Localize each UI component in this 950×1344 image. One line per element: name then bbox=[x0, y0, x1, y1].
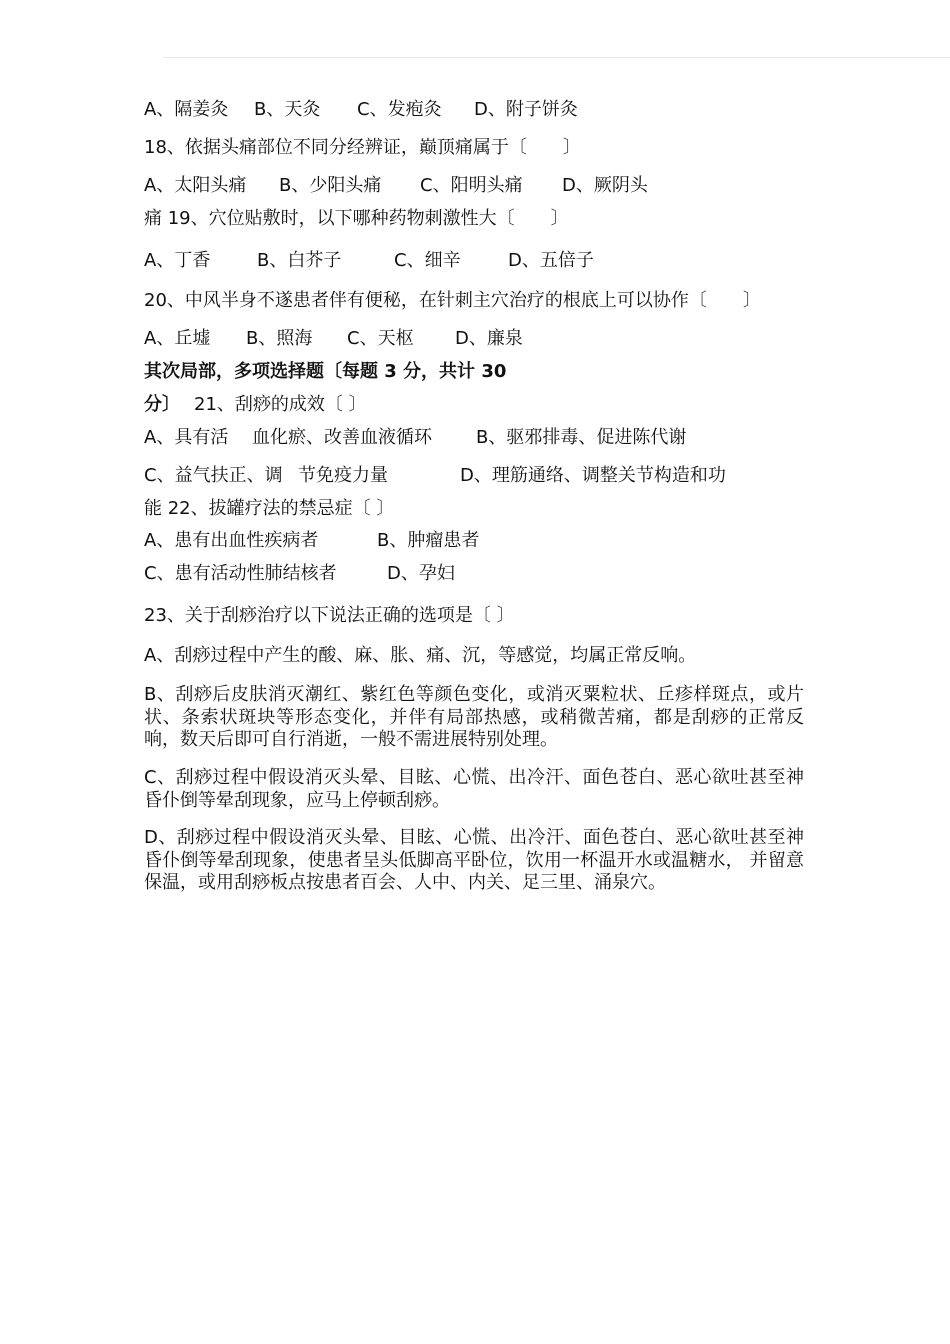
header-rule bbox=[163, 57, 950, 58]
q17-option-b: B、天灸 bbox=[254, 99, 321, 120]
q23-question bbox=[144, 605, 515, 627]
q22-option-a: A、患有出血性疾病者 bbox=[144, 530, 319, 551]
q20-question bbox=[144, 290, 761, 312]
q20-option-d: D、廉泉 bbox=[455, 328, 523, 349]
q23-text: 23、关于刮痧治疗以下说法正确的选项是〔 〕 bbox=[144, 605, 515, 626]
q20-options bbox=[144, 328, 523, 350]
q21-options-cd bbox=[144, 465, 726, 487]
q18-option-d: D、厥阴头 bbox=[562, 175, 648, 196]
q20-option-a: A、丘墟 bbox=[144, 328, 211, 349]
q22-option-b: B、肿瘤患者 bbox=[377, 530, 480, 551]
q20-option-b: B、照海 bbox=[246, 328, 313, 349]
q21-option-b: B、驱邪排毒、促进陈代谢 bbox=[476, 427, 687, 448]
q19-option-a: A、丁香 bbox=[144, 250, 211, 271]
q19-question bbox=[144, 208, 569, 230]
q20-text: 20、中风半身不遂患者伴有便秘，在针刺主穴治疗的根底上可以协作〔 〕 bbox=[144, 290, 761, 311]
q17-option-d: D、附子饼灸 bbox=[474, 99, 578, 120]
q22-options-ab bbox=[144, 530, 479, 552]
section-heading bbox=[144, 361, 506, 383]
q23-option-c: C、刮痧过程中假设消灭头晕、目眩、心慌、出冷汗、面色苍白、恶心欲吐甚至神昏仆倒等晕刮现象，应马上停顿刮痧。 bbox=[144, 767, 804, 811]
q21-option-a-part2: 血化瘀、改善血液循环 bbox=[252, 427, 432, 448]
q18-option-b: B、少阳头痛 bbox=[279, 175, 382, 196]
q18-question bbox=[144, 137, 581, 159]
q19-options bbox=[144, 250, 594, 272]
section-heading-text: 其次局部，多项选择题〔每题 3 分，共计 30 bbox=[144, 361, 507, 382]
q21-text: 21、刮痧的成效〔 〕 bbox=[194, 394, 367, 415]
q17-option-a: A、隔姜灸 bbox=[144, 99, 229, 120]
section-heading-end: 分〕 bbox=[144, 394, 180, 415]
q20-option-c: C、天枢 bbox=[347, 328, 414, 349]
q21-option-c-part2: 节免疫力量 bbox=[298, 465, 388, 486]
q21-option-d: D、理筋通络、调整关节构造和功 bbox=[460, 465, 726, 486]
q22-question bbox=[144, 498, 394, 520]
q22-text: 能 22、拔罐疗法的禁忌症〔 〕 bbox=[144, 498, 395, 519]
q21-option-c-part1: C、益气扶正、调 bbox=[144, 465, 283, 486]
q19-option-c: C、细辛 bbox=[394, 250, 461, 271]
q18-text: 18、依据头痛部位不同分经辨证，巅顶痛属于〔 〕 bbox=[144, 137, 581, 158]
q17-option-c: C、发疱灸 bbox=[357, 99, 442, 120]
q19-option-b: B、白芥子 bbox=[257, 250, 342, 271]
q19-option-d: D、五倍子 bbox=[508, 250, 594, 271]
q21-options-ab bbox=[144, 427, 686, 449]
q18-option-c: C、阳明头痛 bbox=[420, 175, 523, 196]
q23-option-d: D、刮痧过程中假设消灭头晕、目眩、心慌、出冷汗、面色苍白、恶心欲吐甚至神昏仆倒等晕刮现象，使患者呈头低脚高平卧位，饮用一杯温开水或温糖水， 并留意保温，或用刮痧板点按患者百会、人中、内关、足三里、涌泉穴。 bbox=[144, 827, 804, 893]
q23-option-b: B、刮痧后皮肤消灭潮红、紫红色等颜色变化，或消灭粟粒状、丘疹样斑点，或片状、条索状斑块等形态变化，并伴有局部热感，或稍微苦痛，都是刮痧的正常反响，数天后即可自行消逝，一般不需进展特别处理。 bbox=[144, 684, 804, 750]
q23-option-a: A、刮痧过程中产生的酸、麻、胀、痛、沉，等感觉，均属正常反响。 bbox=[144, 645, 697, 666]
q17-options bbox=[144, 99, 578, 121]
q18-option-a: A、太阳头痛 bbox=[144, 175, 247, 196]
q21-option-a-part1: A、具有活 bbox=[144, 427, 229, 448]
q22-option-d: D、孕妇 bbox=[387, 563, 455, 584]
q18-options bbox=[144, 175, 648, 197]
q21-question bbox=[144, 394, 367, 416]
q22-options-cd bbox=[144, 563, 455, 585]
q19-text: 痛 19、穴位贴敷时，以下哪种药物刺激性大〔 〕 bbox=[144, 208, 569, 229]
q22-option-c: C、患有活动性肺结核者 bbox=[144, 563, 337, 584]
